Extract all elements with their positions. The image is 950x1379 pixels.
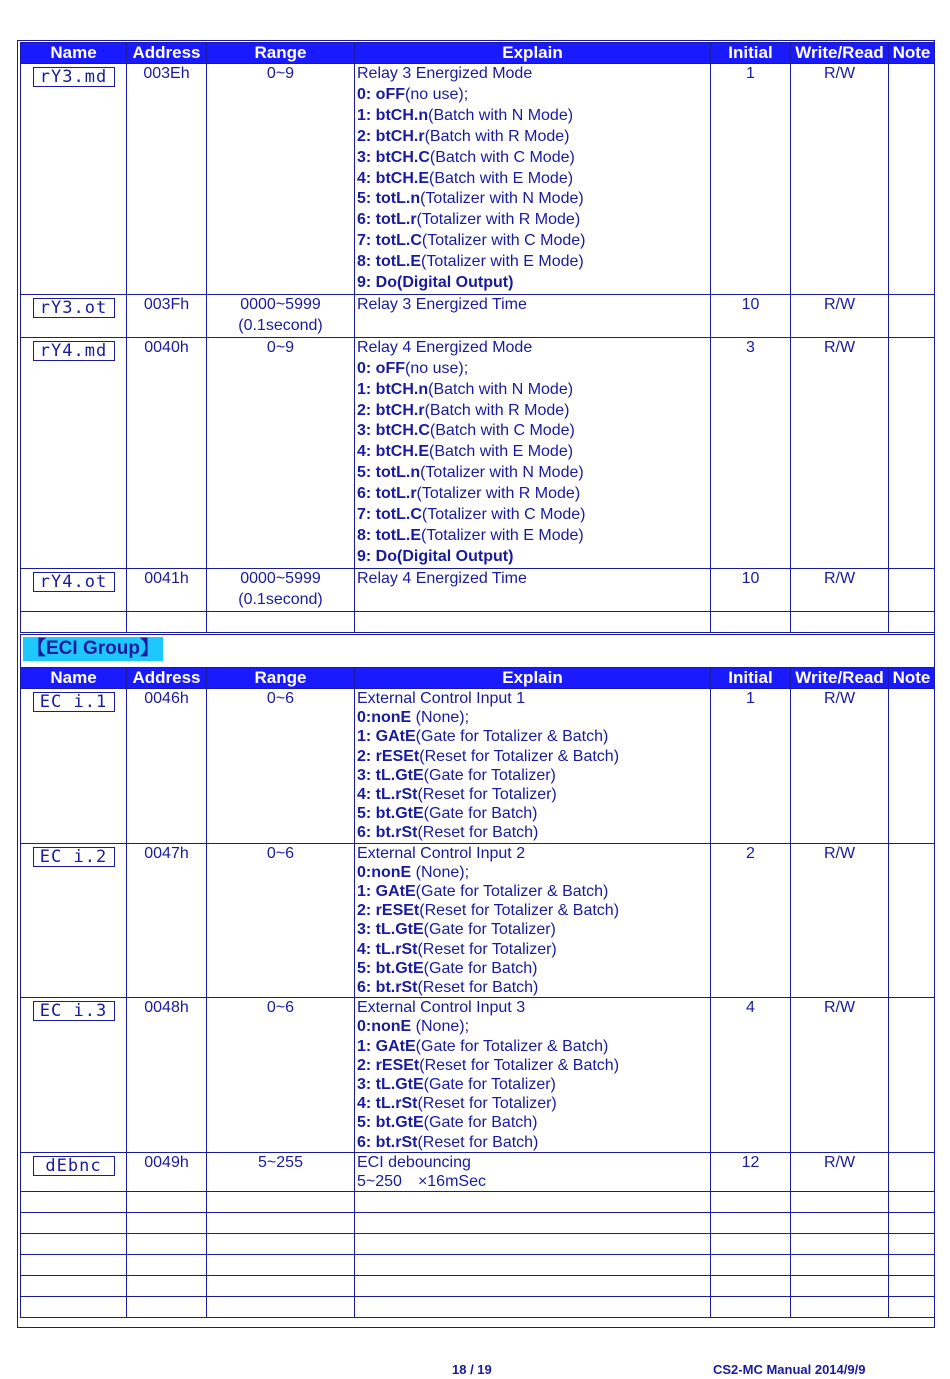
range-cell <box>207 337 355 568</box>
name-cell <box>21 1152 127 1191</box>
address-cell: 0047h <box>127 843 207 998</box>
range-text: (0.1second) <box>238 316 323 334</box>
explain-option-text: (Batch with C Mode) <box>429 148 575 166</box>
explain-option-key: 9: Do(Digital Output) <box>357 547 514 565</box>
col-rw-header: Write/Read <box>791 668 889 689</box>
rw-cell: R/W <box>791 64 889 295</box>
note-cell <box>889 337 935 568</box>
explain-option-text: (Gate for Totalizer & Batch) <box>415 728 609 746</box>
name-cell <box>21 64 127 295</box>
empty-cell <box>207 1255 355 1276</box>
empty-cell <box>355 1234 711 1255</box>
explain-option-key: 7: totL.C <box>357 506 422 524</box>
range-text: 0~9 <box>266 65 295 82</box>
note-cell <box>889 843 935 998</box>
table-row <box>21 64 935 295</box>
explain-option-text: (Gate for Totalizer) <box>423 766 556 784</box>
explain-option-text: (Totalizer with R Mode) <box>416 485 581 503</box>
col-address-header: Address <box>127 43 207 64</box>
explain-option-key: 1: GAtE <box>357 728 416 746</box>
empty-row <box>21 1255 935 1276</box>
initial-cell: 10 <box>711 568 791 611</box>
range-cell <box>207 843 355 998</box>
relay-header-row <box>21 43 935 64</box>
explain-option-text: (Totalizer with E Mode) <box>421 253 584 271</box>
explain-option-key: 4: btCH.E <box>357 443 429 461</box>
note-cell <box>889 998 935 1153</box>
col-rw-header: Write/Read <box>791 43 889 64</box>
explain-option-key: 5: totL.n <box>357 190 421 208</box>
empty-cell <box>21 1276 127 1297</box>
empty-cell <box>21 1192 127 1213</box>
lcd-name-display: rY3.md <box>33 67 115 87</box>
document-title: CS2-MC Manual 2014/9/9 <box>713 1362 866 1377</box>
empty-cell <box>711 1213 791 1234</box>
range-text: (0.1second) <box>238 590 323 608</box>
explain-cell <box>355 998 711 1153</box>
empty-cell <box>711 1192 791 1213</box>
explain-option-key: 4: tL.rSt <box>357 786 418 804</box>
table-row <box>21 689 935 844</box>
note-cell <box>889 1152 935 1191</box>
lcd-name-display: dEbnc <box>33 1156 115 1176</box>
col-explain-header: Explain <box>355 668 711 689</box>
table-row <box>21 998 935 1153</box>
empty-cell <box>127 1276 207 1297</box>
empty-cell <box>127 1192 207 1213</box>
range-cell <box>207 294 355 337</box>
empty-cell <box>791 611 889 632</box>
table-row <box>21 843 935 998</box>
lcd-name-display: rY4.ot <box>33 572 115 592</box>
col-range-header: Range <box>207 668 355 689</box>
explain-option-text: (None); <box>411 1018 470 1036</box>
explain-option-key: 4: btCH.E <box>357 169 429 187</box>
rw-cell: R/W <box>791 1152 889 1191</box>
explain-option-text: (Reset for Totalizer & Batch) <box>419 1056 620 1074</box>
range-cell <box>207 998 355 1153</box>
eci-group-row <box>21 635 935 668</box>
empty-cell <box>889 1255 935 1276</box>
explain-option-key: 8: totL.E <box>357 526 421 544</box>
explain-option-text: Relay 4 Energized Time <box>357 569 527 587</box>
explain-option-text: 5~250 ×16mSec <box>357 1173 486 1191</box>
empty-cell <box>127 1255 207 1276</box>
explain-cell <box>355 1152 711 1191</box>
empty-cell <box>21 1297 127 1318</box>
empty-row <box>21 1192 935 1213</box>
name-cell <box>21 294 127 337</box>
initial-cell: 2 <box>711 843 791 998</box>
eci-header-row <box>21 668 935 689</box>
empty-cell <box>207 1297 355 1318</box>
range-text: 0000~5999 <box>240 295 321 313</box>
explain-option-text: (Reset for Batch) <box>417 979 539 997</box>
empty-cell <box>207 1234 355 1255</box>
range-text: 0~6 <box>266 999 295 1017</box>
explain-option-key: 0:nonE <box>357 709 412 727</box>
rw-cell: R/W <box>791 337 889 568</box>
empty-cell <box>711 1276 791 1297</box>
initial-cell: 3 <box>711 337 791 568</box>
explain-option-text: (Totalizer with N Mode) <box>420 464 584 482</box>
empty-cell <box>127 611 207 632</box>
explain-option-key: 3: tL.GtE <box>357 1076 424 1094</box>
empty-row <box>21 1234 935 1255</box>
col-note-header: Note <box>889 43 935 64</box>
empty-cell <box>207 1192 355 1213</box>
note-cell <box>889 568 935 611</box>
eci-table <box>20 634 935 1318</box>
address-cell: 003Eh <box>127 64 207 295</box>
explain-option-text: (Totalizer with C Mode) <box>421 506 586 524</box>
empty-cell <box>711 1234 791 1255</box>
explain-option-text: (Gate for Batch) <box>423 959 538 977</box>
explain-option-key: 0: oFF <box>357 85 405 103</box>
name-cell <box>21 568 127 611</box>
explain-option-text: (Reset for Totalizer & Batch) <box>419 902 620 920</box>
address-cell: 003Fh <box>127 294 207 337</box>
explain-cell <box>355 64 711 295</box>
explain-option-text: (Gate for Totalizer) <box>423 1076 556 1094</box>
explain-option-text: (None); <box>411 709 470 727</box>
note-cell <box>889 689 935 844</box>
range-text: 5~255 <box>258 1153 303 1171</box>
empty-cell <box>889 1192 935 1213</box>
explain-option-key: 2: btCH.r <box>357 401 425 419</box>
range-text: 0~6 <box>266 844 295 862</box>
col-initial-header: Initial <box>711 43 791 64</box>
address-cell: 0048h <box>127 998 207 1153</box>
page-number: 18 / 19 <box>452 1362 492 1377</box>
explain-option-text: (Gate for Totalizer & Batch) <box>415 883 609 901</box>
explain-cell <box>355 843 711 998</box>
explain-option-text: External Control Input 3 <box>357 999 526 1017</box>
explain-option-text: (Batch with N Mode) <box>428 380 574 398</box>
explain-option-text: (Totalizer with N Mode) <box>420 190 584 208</box>
empty-cell <box>791 1255 889 1276</box>
table-row <box>21 568 935 611</box>
explain-option-text: (Totalizer with R Mode) <box>416 211 581 229</box>
initial-cell: 12 <box>711 1152 791 1191</box>
range-text: 0000~5999 <box>240 569 321 587</box>
explain-option-text: (no use); <box>405 85 469 103</box>
explain-option-text: (None); <box>411 863 470 881</box>
explain-option-key: 2: btCH.r <box>357 127 425 145</box>
explain-option-key: 5: bt.GtE <box>357 805 424 823</box>
explain-option-key: 2: rESEt <box>357 1056 420 1074</box>
explain-option-key: 7: totL.C <box>357 232 422 250</box>
explain-option-text: (Reset for Totalizer & Batch) <box>419 747 620 765</box>
empty-row <box>21 1276 935 1297</box>
initial-cell: 4 <box>711 998 791 1153</box>
empty-cell <box>889 611 935 632</box>
explain-option-text: (Totalizer with C Mode) <box>421 232 586 250</box>
col-explain-header: Explain <box>355 43 711 64</box>
explain-option-text: (Batch with R Mode) <box>424 401 570 419</box>
empty-cell <box>355 1192 711 1213</box>
empty-cell <box>127 1234 207 1255</box>
empty-cell <box>207 1213 355 1234</box>
empty-cell <box>791 1297 889 1318</box>
explain-option-text: (Totalizer with E Mode) <box>421 526 584 544</box>
explain-option-text: (Batch with R Mode) <box>424 127 570 145</box>
empty-cell <box>21 1234 127 1255</box>
explain-option-key: 3: tL.GtE <box>357 766 424 784</box>
explain-cell <box>355 568 711 611</box>
empty-cell <box>355 1297 711 1318</box>
address-cell: 0040h <box>127 337 207 568</box>
name-cell <box>21 337 127 568</box>
table-row <box>21 294 935 337</box>
explain-option-key: 6: bt.rSt <box>357 1133 418 1151</box>
empty-cell <box>21 1255 127 1276</box>
explain-option-key: 3: tL.GtE <box>357 921 424 939</box>
relay-table-body <box>21 64 935 633</box>
explain-option-key: 8: totL.E <box>357 253 421 271</box>
empty-cell <box>791 1192 889 1213</box>
empty-cell <box>355 1255 711 1276</box>
empty-row <box>21 1297 935 1318</box>
empty-cell <box>127 1213 207 1234</box>
empty-row <box>21 1213 935 1234</box>
address-cell: 0046h <box>127 689 207 844</box>
explain-option-text: (Batch with E Mode) <box>429 169 574 187</box>
range-cell <box>207 689 355 844</box>
rw-cell: R/W <box>791 843 889 998</box>
explain-option-text: (Reset for Batch) <box>417 824 539 842</box>
explain-option-key: 3: btCH.C <box>357 148 430 166</box>
explain-option-key: 5: totL.n <box>357 464 421 482</box>
explain-option-text: (Batch with E Mode) <box>429 443 574 461</box>
empty-cell <box>355 611 711 632</box>
range-cell <box>207 64 355 295</box>
explain-option-text: Relay 3 Energized Time <box>357 295 527 313</box>
empty-cell <box>21 1213 127 1234</box>
explain-option-text: Relay 3 Energized Mode <box>357 65 533 82</box>
empty-cell <box>889 1213 935 1234</box>
explain-option-key: 1: btCH.n <box>357 380 429 398</box>
explain-option-text: (Gate for Totalizer & Batch) <box>415 1037 609 1055</box>
initial-cell: 10 <box>711 294 791 337</box>
note-cell <box>889 294 935 337</box>
explain-option-key: 2: rESEt <box>357 902 420 920</box>
explain-option-text: External Control Input 2 <box>357 844 526 862</box>
name-cell <box>21 689 127 844</box>
explain-option-text: (Reset for Batch) <box>417 1133 539 1151</box>
explain-option-key: 0:nonE <box>357 863 412 881</box>
explain-option-text: (Gate for Totalizer) <box>423 921 556 939</box>
col-initial-header: Initial <box>711 668 791 689</box>
empty-cell <box>791 1234 889 1255</box>
name-cell <box>21 843 127 998</box>
address-cell: 0041h <box>127 568 207 611</box>
explain-option-text: (Batch with N Mode) <box>428 106 574 124</box>
explain-option-key: 2: rESEt <box>357 747 420 765</box>
explain-option-key: 4: tL.rSt <box>357 940 418 958</box>
explain-option-key: 6: totL.r <box>357 485 417 503</box>
empty-cell <box>791 1213 889 1234</box>
empty-cell <box>355 1213 711 1234</box>
empty-cell <box>711 1255 791 1276</box>
empty-cell <box>711 1297 791 1318</box>
name-cell <box>21 998 127 1153</box>
col-name-header: Name <box>21 668 127 689</box>
eci-group-title: 【ECI Group】 <box>23 637 163 661</box>
rw-cell: R/W <box>791 998 889 1153</box>
explain-option-text: External Control Input 1 <box>357 690 526 707</box>
range-text: 0~6 <box>266 690 295 707</box>
explain-option-text: (Reset for Totalizer) <box>417 1095 557 1113</box>
empty-cell <box>355 1276 711 1297</box>
rw-cell: R/W <box>791 294 889 337</box>
explain-option-text: (Gate for Batch) <box>423 805 538 823</box>
range-cell <box>207 1152 355 1191</box>
explain-option-key: 5: bt.GtE <box>357 1114 424 1132</box>
explain-option-text: ECI debouncing <box>357 1153 471 1171</box>
col-address-header: Address <box>127 668 207 689</box>
explain-option-key: 5: bt.GtE <box>357 959 424 977</box>
empty-cell <box>889 1297 935 1318</box>
explain-option-key: 6: bt.rSt <box>357 979 418 997</box>
eci-table-body <box>21 689 935 1318</box>
explain-option-key: 9: Do(Digital Output) <box>357 274 514 292</box>
col-range-header: Range <box>207 43 355 64</box>
explain-option-key: 4: tL.rSt <box>357 1095 418 1113</box>
explain-option-key: 1: btCH.n <box>357 106 429 124</box>
explain-cell <box>355 294 711 337</box>
explain-option-text: (Batch with C Mode) <box>429 422 575 440</box>
note-cell <box>889 64 935 295</box>
explain-option-key: 0: oFF <box>357 359 405 377</box>
explain-option-key: 1: GAtE <box>357 1037 416 1055</box>
empty-cell <box>889 1276 935 1297</box>
empty-row <box>21 611 935 632</box>
explain-option-key: 6: bt.rSt <box>357 824 418 842</box>
initial-cell: 1 <box>711 64 791 295</box>
empty-cell <box>711 611 791 632</box>
rw-cell: R/W <box>791 568 889 611</box>
explain-cell <box>355 689 711 844</box>
col-name-header: Name <box>21 43 127 64</box>
address-cell: 0049h <box>127 1152 207 1191</box>
empty-cell <box>21 611 127 632</box>
col-note-header: Note <box>889 668 935 689</box>
empty-cell <box>207 1276 355 1297</box>
empty-cell <box>889 1234 935 1255</box>
rw-cell: R/W <box>791 689 889 844</box>
explain-option-text: (Reset for Totalizer) <box>417 940 557 958</box>
explain-option-text: (no use); <box>405 359 469 377</box>
explain-option-text: (Gate for Batch) <box>423 1114 538 1132</box>
explain-cell <box>355 337 711 568</box>
explain-option-key: 3: btCH.C <box>357 422 430 440</box>
empty-cell <box>791 1276 889 1297</box>
explain-option-key: 1: GAtE <box>357 883 416 901</box>
lcd-name-display: rY3.ot <box>33 298 115 318</box>
table-row <box>21 1152 935 1191</box>
range-cell <box>207 568 355 611</box>
range-text: 0~9 <box>266 338 295 356</box>
initial-cell: 1 <box>711 689 791 844</box>
explain-option-key: 0:nonE <box>357 1018 412 1036</box>
lcd-name-display: EC i.1 <box>33 692 115 712</box>
lcd-name-display: rY4.md <box>33 341 115 361</box>
table-row <box>21 337 935 568</box>
lcd-name-display: EC i.2 <box>33 847 115 867</box>
explain-option-text: Relay 4 Energized Mode <box>357 338 533 356</box>
explain-option-key: 6: totL.r <box>357 211 417 229</box>
relay-table <box>20 42 935 633</box>
empty-cell <box>207 611 355 632</box>
explain-option-text: (Reset for Totalizer) <box>417 786 557 804</box>
empty-cell <box>127 1297 207 1318</box>
lcd-name-display: EC i.3 <box>33 1001 115 1021</box>
